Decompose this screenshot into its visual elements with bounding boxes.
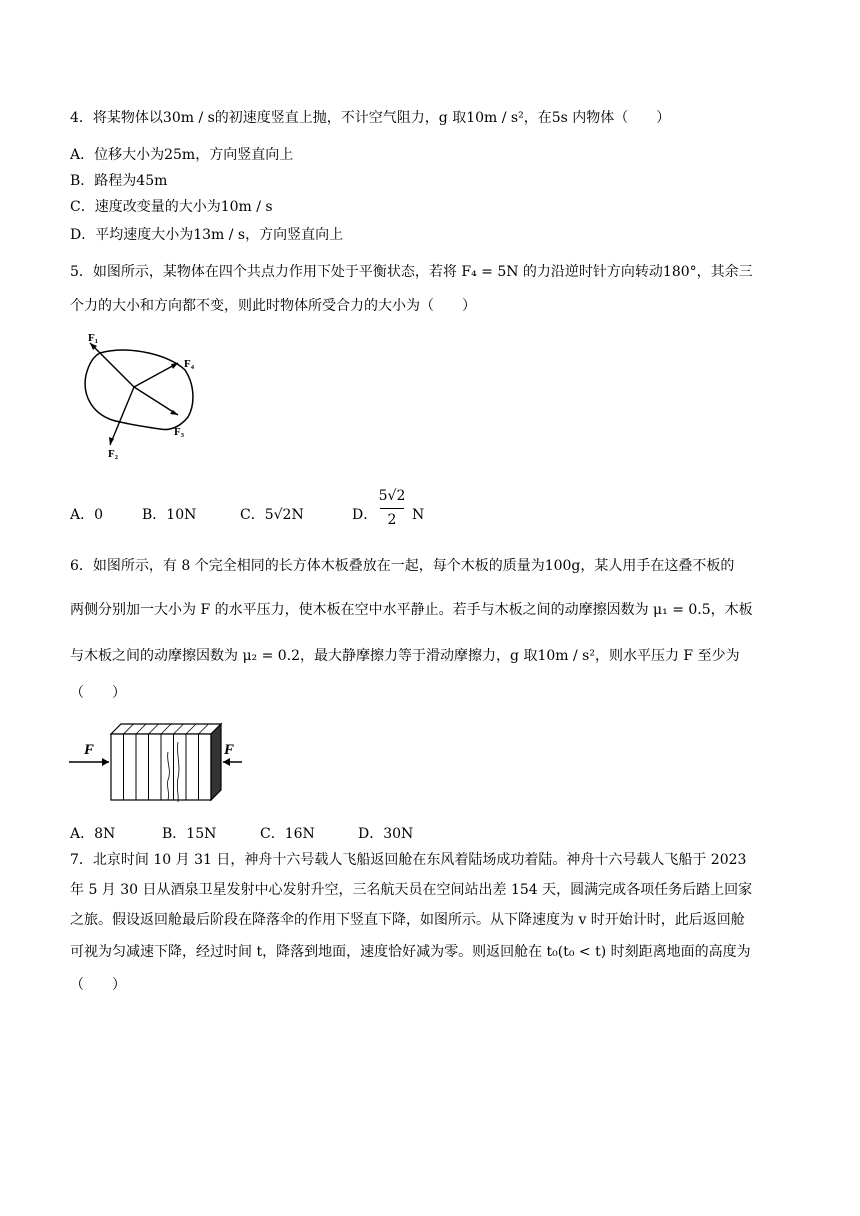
q7-line4: 可视为匀减速下降，经过时间 t，降落到地面，速度恰好减为零。则返回舱在 t₀(t₀ < t) 时刻距离地面的高度为: [70, 944, 751, 960]
label-f1: F₁: [88, 332, 99, 344]
label-f4: F₄: [184, 358, 195, 370]
boards-right-side: [211, 724, 221, 800]
q5-option-b: B．10N: [142, 507, 197, 523]
q5-option-a: A．0: [70, 507, 104, 523]
label-f3: F₃: [174, 426, 185, 438]
q6-option-b: B．15N: [162, 826, 217, 842]
q6-stem-line2: 两侧分别加一大小为 F 的水平压力，使木板在空中水平静止。若手与木板之间的动摩擦因数为 μ₁ = 0.5，木板: [70, 602, 753, 618]
q4-stem: 4．将某物体以30m / s的初速度竖直上抛，不计空气阻力，g 取10m / s²，在5s 内物体（ ）: [70, 110, 671, 126]
q7-line1: 7．北京时间 10 月 31 日，神舟十六号载人飞船返回舱在东风着陆场成功着陆。神舟十六号载人飞船于 2023: [70, 852, 747, 868]
q7-line5: （ ）: [70, 977, 126, 993]
q6-stem-line4: （ ）: [70, 685, 126, 701]
q6-stem-line1: 6．如图所示，有 8 个完全相同的长方体木板叠放在一起，每个木板的质量为100g，某人用手在这叠不板的: [70, 558, 735, 574]
q5-option-d: D．: [352, 507, 378, 523]
q5-option-d-fraction-bar: [380, 508, 404, 509]
q5-option-d-numerator: 5√2: [378, 488, 406, 504]
force-f4-line: [134, 363, 178, 387]
q5-stem-line1: 5．如图所示，某物体在四个共点力作用下处于平衡状态，若将 F₄ = 5N 的力沿逆时针方向转动180°，其余三: [70, 264, 753, 280]
q7-line3: 之旅。假设返回舱最后阶段在降落伞的作用下竖直下降，如图所示。从下降速度为 v 时开始计时，此后返回舱: [70, 912, 745, 928]
q4-option-a: A．位移大小为25m，方向竖直向上: [70, 147, 294, 163]
force-left-arrowhead: [102, 758, 109, 766]
force-f4-arrowhead: [171, 363, 178, 369]
q4-option-d: D．平均速度大小为13m / s，方向竖直向上: [70, 227, 344, 243]
q4-option-b: B．路程为45m: [70, 173, 168, 189]
force-right-arrowhead: [223, 758, 230, 766]
q6-option-d: D．30N: [358, 826, 414, 842]
q6-stem-line3: 与木板之间的动摩擦因数为 μ₂ = 0.2，最大静摩擦力等于滑动摩擦力，g 取10m / s²，则水平压力 F 至少为: [70, 648, 740, 664]
force-f3-line: [134, 387, 178, 415]
q7-line2: 年 5 月 30 日从酒泉卫星发射中心发射升空，三名航天员在空间站出差 154 天，圆满完成各项任务后踏上回家: [70, 882, 753, 898]
label-f-right: F: [224, 742, 235, 758]
q6-option-c: C．16N: [260, 826, 315, 842]
label-f2: F₂: [108, 448, 119, 460]
q4-option-c: C．速度改变量的大小为10m / s: [70, 199, 273, 215]
q6-boards-diagram: [66, 722, 246, 812]
q5-option-d-denominator: 2: [387, 512, 397, 528]
q5-option-c: C．5√2N: [240, 507, 304, 523]
label-f-left: F: [84, 742, 95, 758]
q5-stem-line2: 个力的大小和方向都不变，则此时物体所受合力的大小为（ ）: [70, 298, 476, 314]
q5-option-d-unit: N: [412, 507, 425, 523]
q5-force-diagram: [70, 325, 220, 465]
q6-option-a: A．8N: [70, 826, 116, 842]
force-f2-line: [110, 387, 134, 445]
